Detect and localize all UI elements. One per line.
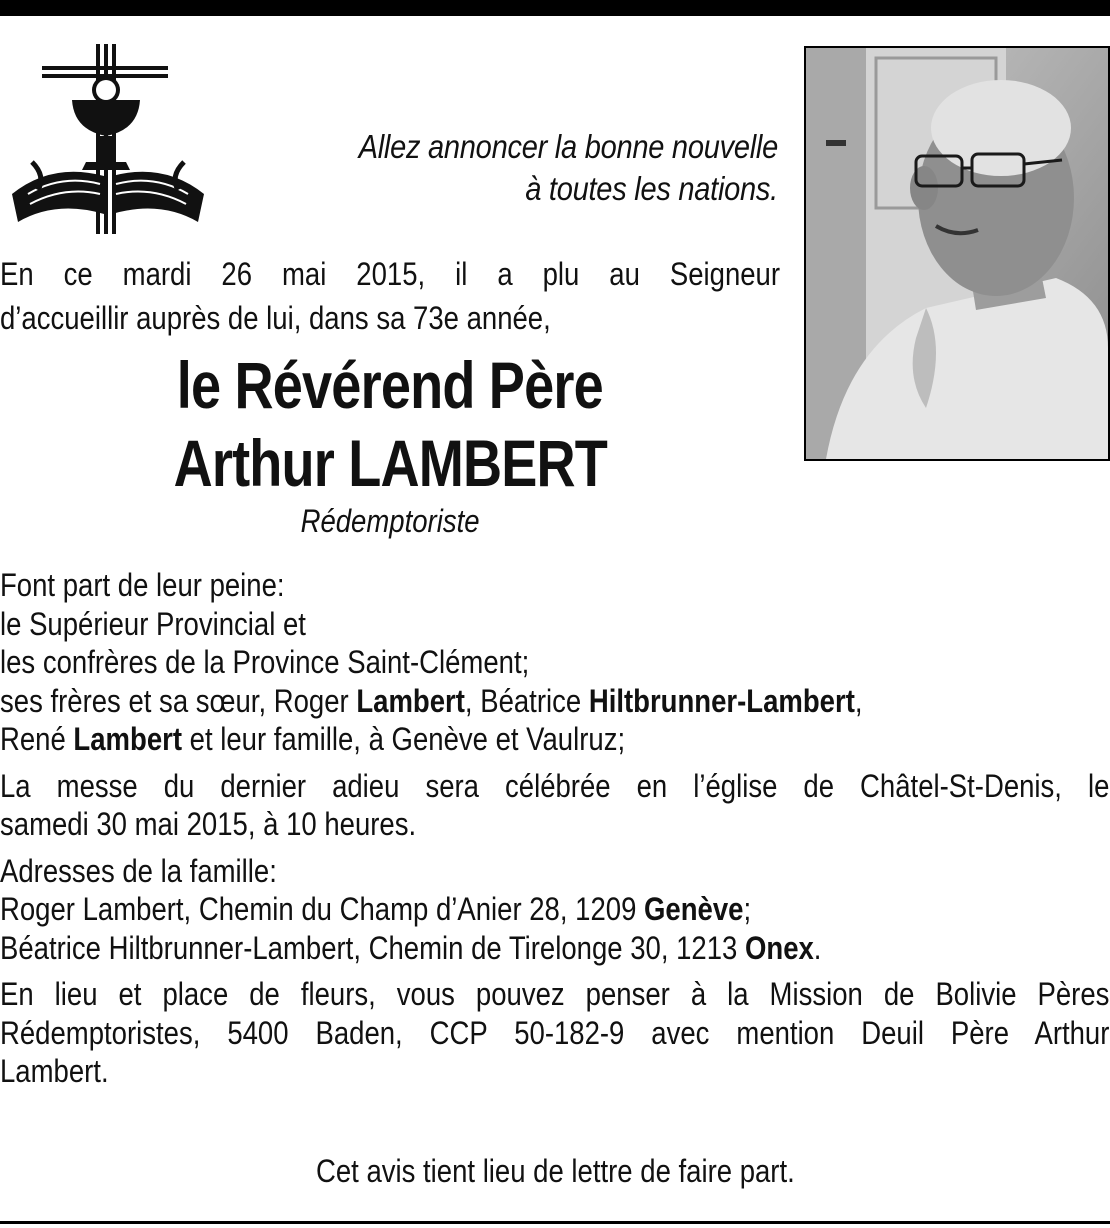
scripture-quote	[296, 126, 778, 210]
donation-line-3: Lambert.	[0, 1053, 109, 1089]
address-1	[0, 890, 955, 929]
sibling-2-surname: Hiltbrunner-Lambert	[588, 682, 855, 719]
siblings-prefix: ses frères et sa sœur, Roger	[0, 682, 357, 719]
address-2-text: Béatrice Hiltbrunner-Lambert, Chemin de Tirelonge 30, 1213	[0, 929, 745, 966]
address-2-end: .	[813, 929, 822, 966]
portrait-photo	[804, 46, 1110, 461]
siblings-line-1	[0, 682, 955, 721]
sibling-1-surname: Lambert	[356, 682, 465, 719]
religious-order	[0, 500, 780, 542]
siblings-line-2	[0, 720, 955, 759]
address-2	[0, 929, 955, 968]
donation-line-2: Rédemptoristes, 5400 Baden, CCP 50-182-9 avec mention Deuil Père Arthur	[0, 1014, 1110, 1051]
portrait-image	[806, 48, 1108, 459]
mass-line-2: samedi 30 mai 2015, à 10 heures.	[0, 806, 417, 842]
mass-line-1: La messe du dernier adieu sera célébrée en l’église de Châtel-St-Denis, le	[0, 767, 1110, 804]
obituary-body	[0, 566, 1110, 1091]
deceased-name	[0, 424, 780, 502]
quote-line-2: à toutes les nations.	[525, 170, 778, 207]
mourners-line-2: les confrères de la Province Saint-Clément;	[0, 644, 530, 680]
address-1-end: ;	[743, 891, 752, 927]
cross-chalice-book-icon	[2, 44, 214, 234]
address-2-city: Onex	[744, 929, 814, 966]
top-rule	[0, 0, 1110, 16]
addresses-heading: Adresses de la famille:	[0, 852, 277, 889]
sibling-2-given: , Béatrice	[464, 682, 589, 719]
quote-line-1: Allez annoncer la bonne nouvelle	[358, 128, 778, 165]
closing-note-text: Cet avis tient lieu de lettre de faire part.	[315, 1153, 795, 1189]
announcement-intro	[0, 252, 780, 340]
bottom-rule	[0, 1221, 1110, 1224]
closing-note	[0, 1150, 1110, 1192]
siblings-comma: ,	[854, 682, 863, 719]
donation-line-1: En lieu et place de fleurs, vous pouvez penser à la Mission de Bolivie Pères	[0, 976, 1110, 1012]
address-1-city: Genève	[644, 891, 744, 927]
deceased-name-text: Arthur LAMBERT	[173, 426, 607, 500]
mourners-heading: Font part de leur peine:	[0, 567, 285, 603]
siblings-suffix: et leur famille, à Genève et Vaulruz;	[182, 721, 626, 757]
deceased-title-text: le Révérend Père	[176, 348, 604, 422]
intro-line-2: d’accueillir auprès de lui, dans sa 73e année,	[0, 300, 551, 336]
religious-order-text: Rédemptoriste	[300, 503, 480, 539]
deceased-title	[0, 346, 780, 424]
sibling-3-given: René	[0, 721, 74, 757]
intro-line-1: En ce mardi 26 mai 2015, il a plu au Seigneur	[0, 256, 781, 292]
address-1-text: Roger Lambert, Chemin du Champ d’Anier 28, 1209	[0, 891, 645, 927]
sibling-3-surname: Lambert	[73, 721, 183, 757]
mourners-line-1: le Supérieur Provincial et	[0, 605, 306, 642]
